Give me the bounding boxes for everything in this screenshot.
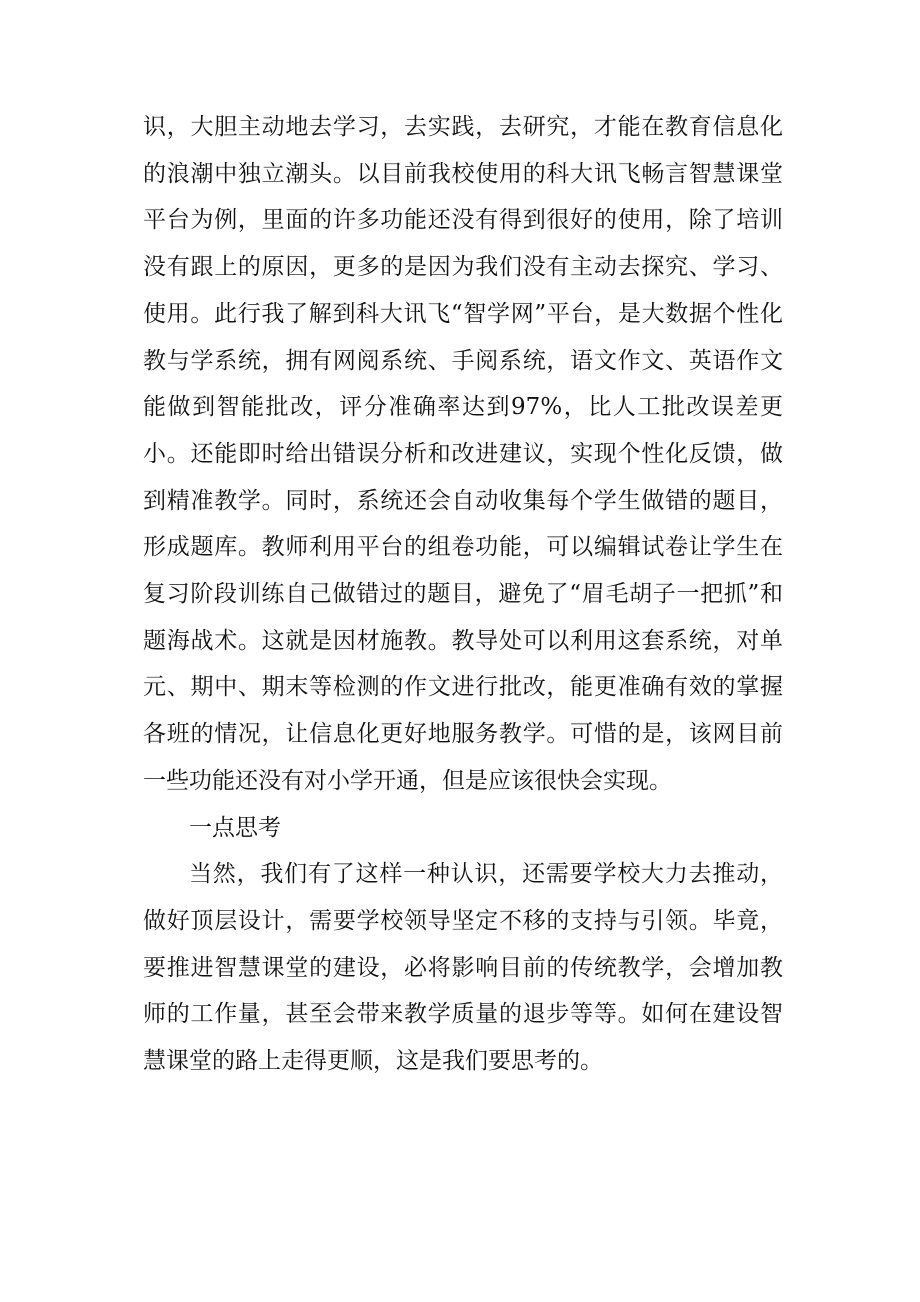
section-heading: 一点思考 <box>189 814 281 841</box>
document-body <box>143 104 783 1085</box>
body-paragraph: 当然，我们有了这样一种认识，还需要学校大力去推动，做好顶层设计，需要学校领导坚定不移的支持与引领。毕竟，要推进智慧课堂的建设，必将影响目前的传统教学，会增加教师的工作量，甚至会带来教学质量的退步等等。如何在建设智慧课堂的路上走得更顺，这是我们要思考的。 <box>143 861 783 1075</box>
body-paragraph: 识，大胆主动地去学习，去实践，去研究，才能在教育信息化的浪潮中独立潮头。以目前我校使用的科大讯飞畅言智慧课堂平台为例，里面的许多功能还没有得到很好的使用，除了培训没有跟上的原因，更多的是因为我们没有主动去探究、学习、使用。此行我了解到科大讯飞“智学网”平台，是大数据个性化教与学系统，拥有网阅系统、手阅系统，语文作文、英语作文能做到智能批改，评分准确率达到97%，比人工批改误差更小。还能即时给出错误分析和改进建议，实现个性化反馈，做到精准教学。同时，系统还会自动收集每个学生做错的题目，形成题库。教师利用平台的组卷功能，可以编辑试卷让学生在复习阶段训练自己做错过的题目，避免了“眉毛胡子一把抓”和题海战术。这就是因材施教。教导处可以利用这套系统，对单元、期中、期末等检测的作文进行批改，能更准确有效的掌握各班的情况，让信息化更好地服务教学。可惜的是，该网目前一些功能还没有对小学开通，但是应该很快会实现。 <box>143 114 783 794</box>
